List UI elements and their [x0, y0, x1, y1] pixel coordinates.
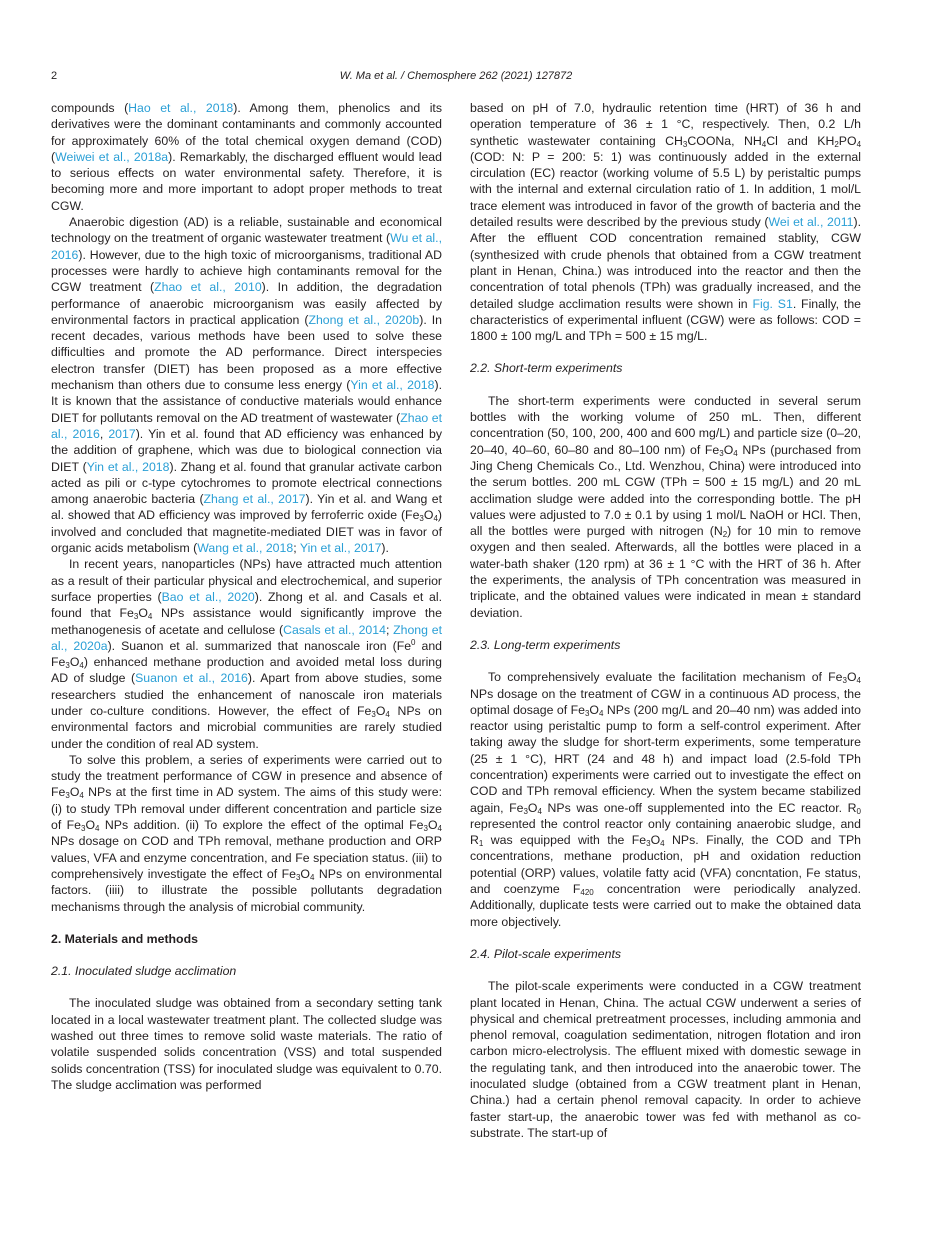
paragraph-intro-continued: compounds (Hao et al., 2018). Among them, phenolics and its derivatives were the dominant contaminants and commonly accounted for approximately 60% of the total chemical oxygen demand (COD) (Weiwei et al., 2018a). Remarkably, the discharged effluent would lead to serious effects on water environmental safety. Therefore, it is becoming more and more important to adopt proper methods to treat CGW. [51, 101, 442, 213]
subsection-heading-short-term: 2.2. Short-term experiments [470, 361, 623, 376]
figure-link[interactable]: Fig. S1 [752, 296, 793, 311]
paragraph-aims: To solve this problem, a series of experiments were carried out to study the treatment performance of CGW in presence and absence of $Fe_3O_4$ NPs at the first time in AD system. The aims of this study were: (i) to study TPh removal under different concentration and particle size of $Fe_3O_4$ NPs addition. (ii) To explore the effect of the optimal $Fe_3O_4$ NPs dosage on COD and TPh removal, methane production and ORP values, VFA and enzyme concentration, and Fe speciation status. (iii) to comprehensively investigate the effect of $Fe_3O_4$ NPs on environmental factors. (iiii) to illustrate the possible pollutants degradation mechanisms through the analysis of microbial community. [51, 752, 442, 914]
citation-link[interactable]: Suanon et al., 2016 [135, 671, 248, 686]
citation-link[interactable]: Wu et al., 2016 [51, 231, 442, 262]
citation-link[interactable]: Zhang et al., 2017 [203, 492, 306, 507]
section-heading-materials-methods: 2. Materials and methods [51, 931, 198, 946]
paragraph-acclimation-continued: based on pH of 7.0, hydraulic retention time (HRT) of 36 h and operation temperature of 36 ± 1 °C, respectively. Then, 0.2 L/h synthetic wastewater containing $CH_3COONa$, $NH_4Cl$ and $KH_2PO_4$ (COD: N: P = 200: 5: 1) was continuously added in the external circulation (EC) reactor (working volume of 5.5 L) by peristaltic pumps with the internal and external circulation ratio of 1. In addition, 1 mol/L trace element was introduced in favor of the growth of bacteria and the detailed results were described by the previous study (Wei et al., 2011). After the effluent COD concentration remained stablity, CGW (synthesized with crude phenols that obtained from a CGW treatment plant in Henan, China.) was introduced into the reactor and then the concentration of total phenols (TPh) was gradually increased, and the detailed sludge acclimation results were shown in Fig. S1. Finally, the characteristics of experimental influent (CGW) were as follows: COD = 1800 ± 100 mg/L and TPh = 500 ± 15 mg/L. [470, 101, 862, 344]
citation-link[interactable]: Casals et al., 2014 [283, 622, 386, 637]
citation-link[interactable]: Zhong et al., 2020a [51, 622, 442, 653]
paragraph-long-term: To comprehensively evaluate the facilitation mechanism of $Fe_3O_4$ NPs dosage on the treatment of CGW in a continuous AD process, the optimal dosage of $Fe_3O_4$ NPs (200 mg/L and 20–40 nm) was added into reactor using peristaltic pump to form a self-control experiment. After taking away the sludge for short-term experiments, some temperature (25 ± 1 °C), HRT (24 and 48 h) and impact load (2.5-fold TPh concentration) experiments were carried out to investigate the effect on COD and TPh removal efficiency. When the system became stabilized again, $Fe_3O_4$ NPs was one-off supplemented into the EC reactor. $R_0$ represented the control reactor only containing anaerobic sludge, and $R_1$ was equipped with the $Fe_3O_4$ NPs. Finally, the COD and TPh concentrations, methane production, pH and oxidation reduction potential (ORP) values, volatile fatty acid (VFA) concntation, Fe status, and coenzyme $F_{420}$ concentration were periodically analyzed. Additionally, duplicate tests were carried out to make the obtained data more objectively. [470, 670, 862, 929]
left-column [51, 100, 442, 1093]
citation-link[interactable]: Wei et al., 2011 [768, 215, 854, 230]
paragraph-nanoparticles: In recent years, nanoparticles (NPs) have attracted much attention as a result of their particular physical and electrochemical, and superior surface properties (Bao et al., 2020). Zhong et al. and Casals et al. found that $Fe_3O_4$ NPs assistance would significantly improve the methanogenesis of acetate and cellulose (Casals et al., 2014; Zhong et al., 2020a). Suanon et al. summarized that nanoscale iron (Fe$^0$ and $Fe_3O_4$) enhanced methane production and avoided metal loss during AD of sludge (Suanon et al., 2016). Apart from above studies, some researchers studied the enhancement of nanoscale iron materials under co-culture conditions. However, the effect of $Fe_3O_4$ NPs on environmental factors and microbial communities are rarely studied under the condition of real AD system. [51, 557, 442, 751]
citation-link[interactable]: 2017 [108, 426, 136, 441]
paragraph-short-term: The short-term experiments were conducted in several serum bottles with the working volume of 250 mL. Then, different concentration (50, 100, 200, 400 and 600 mg/L) and particle size (0–20, 20–40, 40–60, 60–80 and 80–100 nm) of $Fe_3O_4$ NPs (purchased from Jing Cheng Chemicals Co., Ltd. Wenzhou, China) were introduced into the serum bottles. 200 mL CGW (TPh = 500 ± 15 mg/L) and 20 mL acclimation sludge were added into the corresponding bottle. The pH values were adjusted to 7.0 ± 0.1 by using 1 mol/L NaOH or HCl. Then, all the bottles were purged with nitrogen $(N_2)$ for 10 min to remove oxygen and then sealed. Afterwards, all the bottles were placed in a water-bath shaker (120 rpm) at 36 ± 1 °C with the HRT of 36 h. After the experiments, the analysis of TPh concentration was measured in triplicate, and the obtained values were indicated in mean ± standard deviation. [470, 393, 861, 620]
paragraph-pilot-scale: The pilot-scale experiments were conducted in a CGW treatment plant located in Henan, China. The actual CGW underwent a series of physical and chemical pretreatment processes, including ammonia and phenol removal, coagulation sedimentation, nitrogen flotation and iron carbon micro-electrolysis. The effluent mixed with domestic sewage in the regulating tank, and then introduced into the anaerobic tower. The inoculated sludge (obtained from a CGW treatment plant in Henan, China.) had a certain phenol removal capacity. In order to achieve faster start-up, the anaerobic tower was fed with methanol as co-substrate. The start-up of [470, 979, 861, 1140]
page-number: 2 [51, 70, 58, 82]
paragraph-anaerobic-digestion: Anaerobic digestion (AD) is a reliable, sustainable and economical technology on the treatment of organic wastewater treatment (Wu et al., 2016). However, due to the high toxic of microorganisms, traditional AD processes were hardly to achieve high contaminants removal for the CGW treatment (Zhao et al., 2010). In addition, the degradation performance of anaerobic microorganism was easily affected by environmental factors in practical application (Zhong et al., 2020b). In recent decades, various methods have been used to solve these difficulties and promote the AD performance. Direct interspecies electron transfer (DIET) has been proposed as a more effective mechanism than others due to consume less energy (Yin et al., 2018). It is known that the assistance of conductive materials would enhance DIET for pollutants removal on the AD treatment of wastewater (Zhao et al., 2016, 2017). Yin et al. found that AD efficiency was enhanced by the addition of graphene, which was due to biological connection via DIET (Yin et al., 2018). Zhang et al. found that granular activate carbon acted as pili or c-type cytochromes to promote electrical connections among anaerobic bacteria (Zhang et al., 2017). Yin et al. and Wang et al. showed that AD efficiency was improved by ferroferric oxide $(Fe_3O_4)$ involved and concluded that magnetite-mediated DIET was in favor of organic acids metabolism (Wang et al., 2018; Yin et al., 2017). [51, 215, 443, 556]
paragraph-inoculated-sludge: The inoculated sludge was obtained from a secondary setting tank located in a local wastewater treatment plant. The collected sludge was washed out three times to remove solid waste materials. The ratio of volatile suspended solids concentration (VSS) and total suspended solids concentration (TSS) for inoculated sludge was equivalent to 0.70. The sludge acclimation was performed [51, 996, 442, 1092]
citation-link[interactable]: Zhong et al., 2020b [308, 312, 420, 327]
citation-link[interactable]: Yin et al., 2018 [86, 459, 170, 474]
citation-link[interactable]: Wang et al., 2018 [197, 541, 294, 556]
subsection-heading-sludge-acclimation: 2.1. Inoculated sludge acclimation [51, 964, 237, 979]
citation-link[interactable]: Hao et al., 2018 [128, 101, 234, 115]
subsection-heading-pilot-scale: 2.4. Pilot-scale experiments [470, 946, 622, 961]
right-column [470, 100, 861, 1141]
citation-link[interactable]: Zhao et al., 2010 [154, 280, 262, 295]
citation-link[interactable]: Weiwei et al., 2018a [55, 149, 169, 164]
citation-link[interactable]: Bao et al., 2020 [161, 589, 255, 604]
subsection-heading-long-term: 2.3. Long-term experiments [470, 637, 621, 652]
journal-reference: W. Ma et al. / Chemosphere 262 (2021) 127872 [339, 70, 573, 82]
running-header [51, 70, 861, 86]
citation-link[interactable]: Zhao et al., 2016 [51, 410, 443, 441]
citation-link[interactable]: Yin et al., 2018 [350, 378, 435, 393]
citation-link[interactable]: Yin et al., 2017 [299, 541, 382, 556]
